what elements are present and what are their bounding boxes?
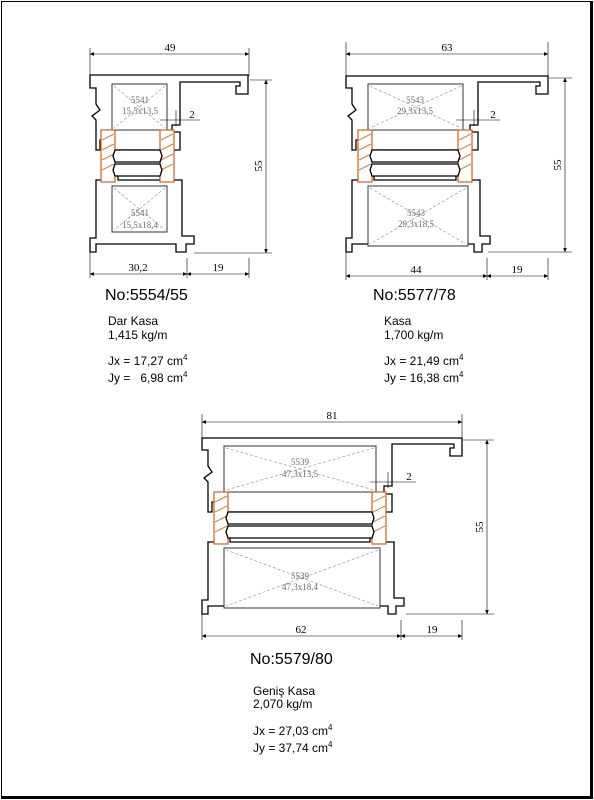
profile-number: No:5554/55 — [105, 287, 188, 304]
upper-chamber-size: 47,3x13,5 — [282, 469, 318, 479]
upper-chamber-size: 29,3x13,5 — [397, 106, 433, 116]
upper-chamber-code: 5539 — [291, 457, 309, 467]
lower-chamber-size: 47,3x18.4 — [282, 582, 318, 592]
lower-chamber-code: 5541 — [131, 208, 149, 218]
lower-chamber-code: 5539 — [291, 571, 309, 581]
dim-height: 55 — [552, 159, 564, 171]
dim-gap: 2 — [490, 109, 496, 121]
profile-5554-drawing — [90, 42, 272, 278]
profile-number: No:5577/78 — [373, 287, 456, 304]
dim-top-width: 49 — [164, 42, 176, 54]
lower-chamber-code: 5543 — [407, 208, 425, 218]
dim-gap: 2 — [189, 109, 195, 121]
moment-jx: Jx = 27,03 $cm^4$ — [253, 723, 333, 738]
dim-bottom-left: 44 — [410, 264, 422, 276]
dim-height: 55 — [474, 521, 486, 533]
profile-5579-drawing — [202, 410, 494, 640]
moment-jx: Jx = 21,49 $cm^4$ — [384, 353, 464, 368]
dim-height: 55 — [253, 160, 265, 172]
profile-5577-drawing — [346, 42, 572, 280]
lower-chamber-size: 29,3x18,5 — [398, 219, 434, 229]
moment-jx: Jx = 17,27 $cm^4$ — [108, 353, 188, 368]
upper-chamber-code: 5543 — [406, 95, 424, 105]
dim-bottom-right: 19 — [426, 624, 438, 636]
dim-bottom-right: 19 — [511, 264, 523, 276]
upper-chamber-size: 15,5x13,5 — [122, 106, 158, 116]
profile-weight: 2,070 kg/m — [253, 697, 313, 711]
profile-weight: 1,700 kg/m — [384, 328, 444, 342]
profile-name: Kasa — [384, 314, 412, 328]
dim-bottom-left: 62 — [295, 624, 307, 636]
dim-bottom-right: 19 — [212, 262, 224, 274]
moment-jy: Jy = 37,74 $cm^4$ — [253, 740, 333, 755]
moment-jy: Jy = 6,98 $cm^4$ — [108, 370, 188, 385]
dim-top-width: 63 — [441, 42, 453, 54]
lower-chamber-size: 15,5x18,4 — [122, 220, 158, 230]
dim-top-width: 81 — [326, 410, 338, 422]
moment-jy: Jy = 16,38 $cm^4$ — [384, 370, 464, 385]
upper-chamber-code: 5541 — [131, 95, 149, 105]
dim-bottom-left: 30,2 — [128, 262, 148, 274]
profile-name: Dar Kasa — [108, 314, 159, 328]
dim-gap: 2 — [406, 471, 412, 483]
profile-number: No:5579/80 — [250, 651, 333, 668]
profile-weight: 1,415 kg/m — [108, 328, 168, 342]
profile-name: Geniş Kasa — [253, 684, 316, 698]
